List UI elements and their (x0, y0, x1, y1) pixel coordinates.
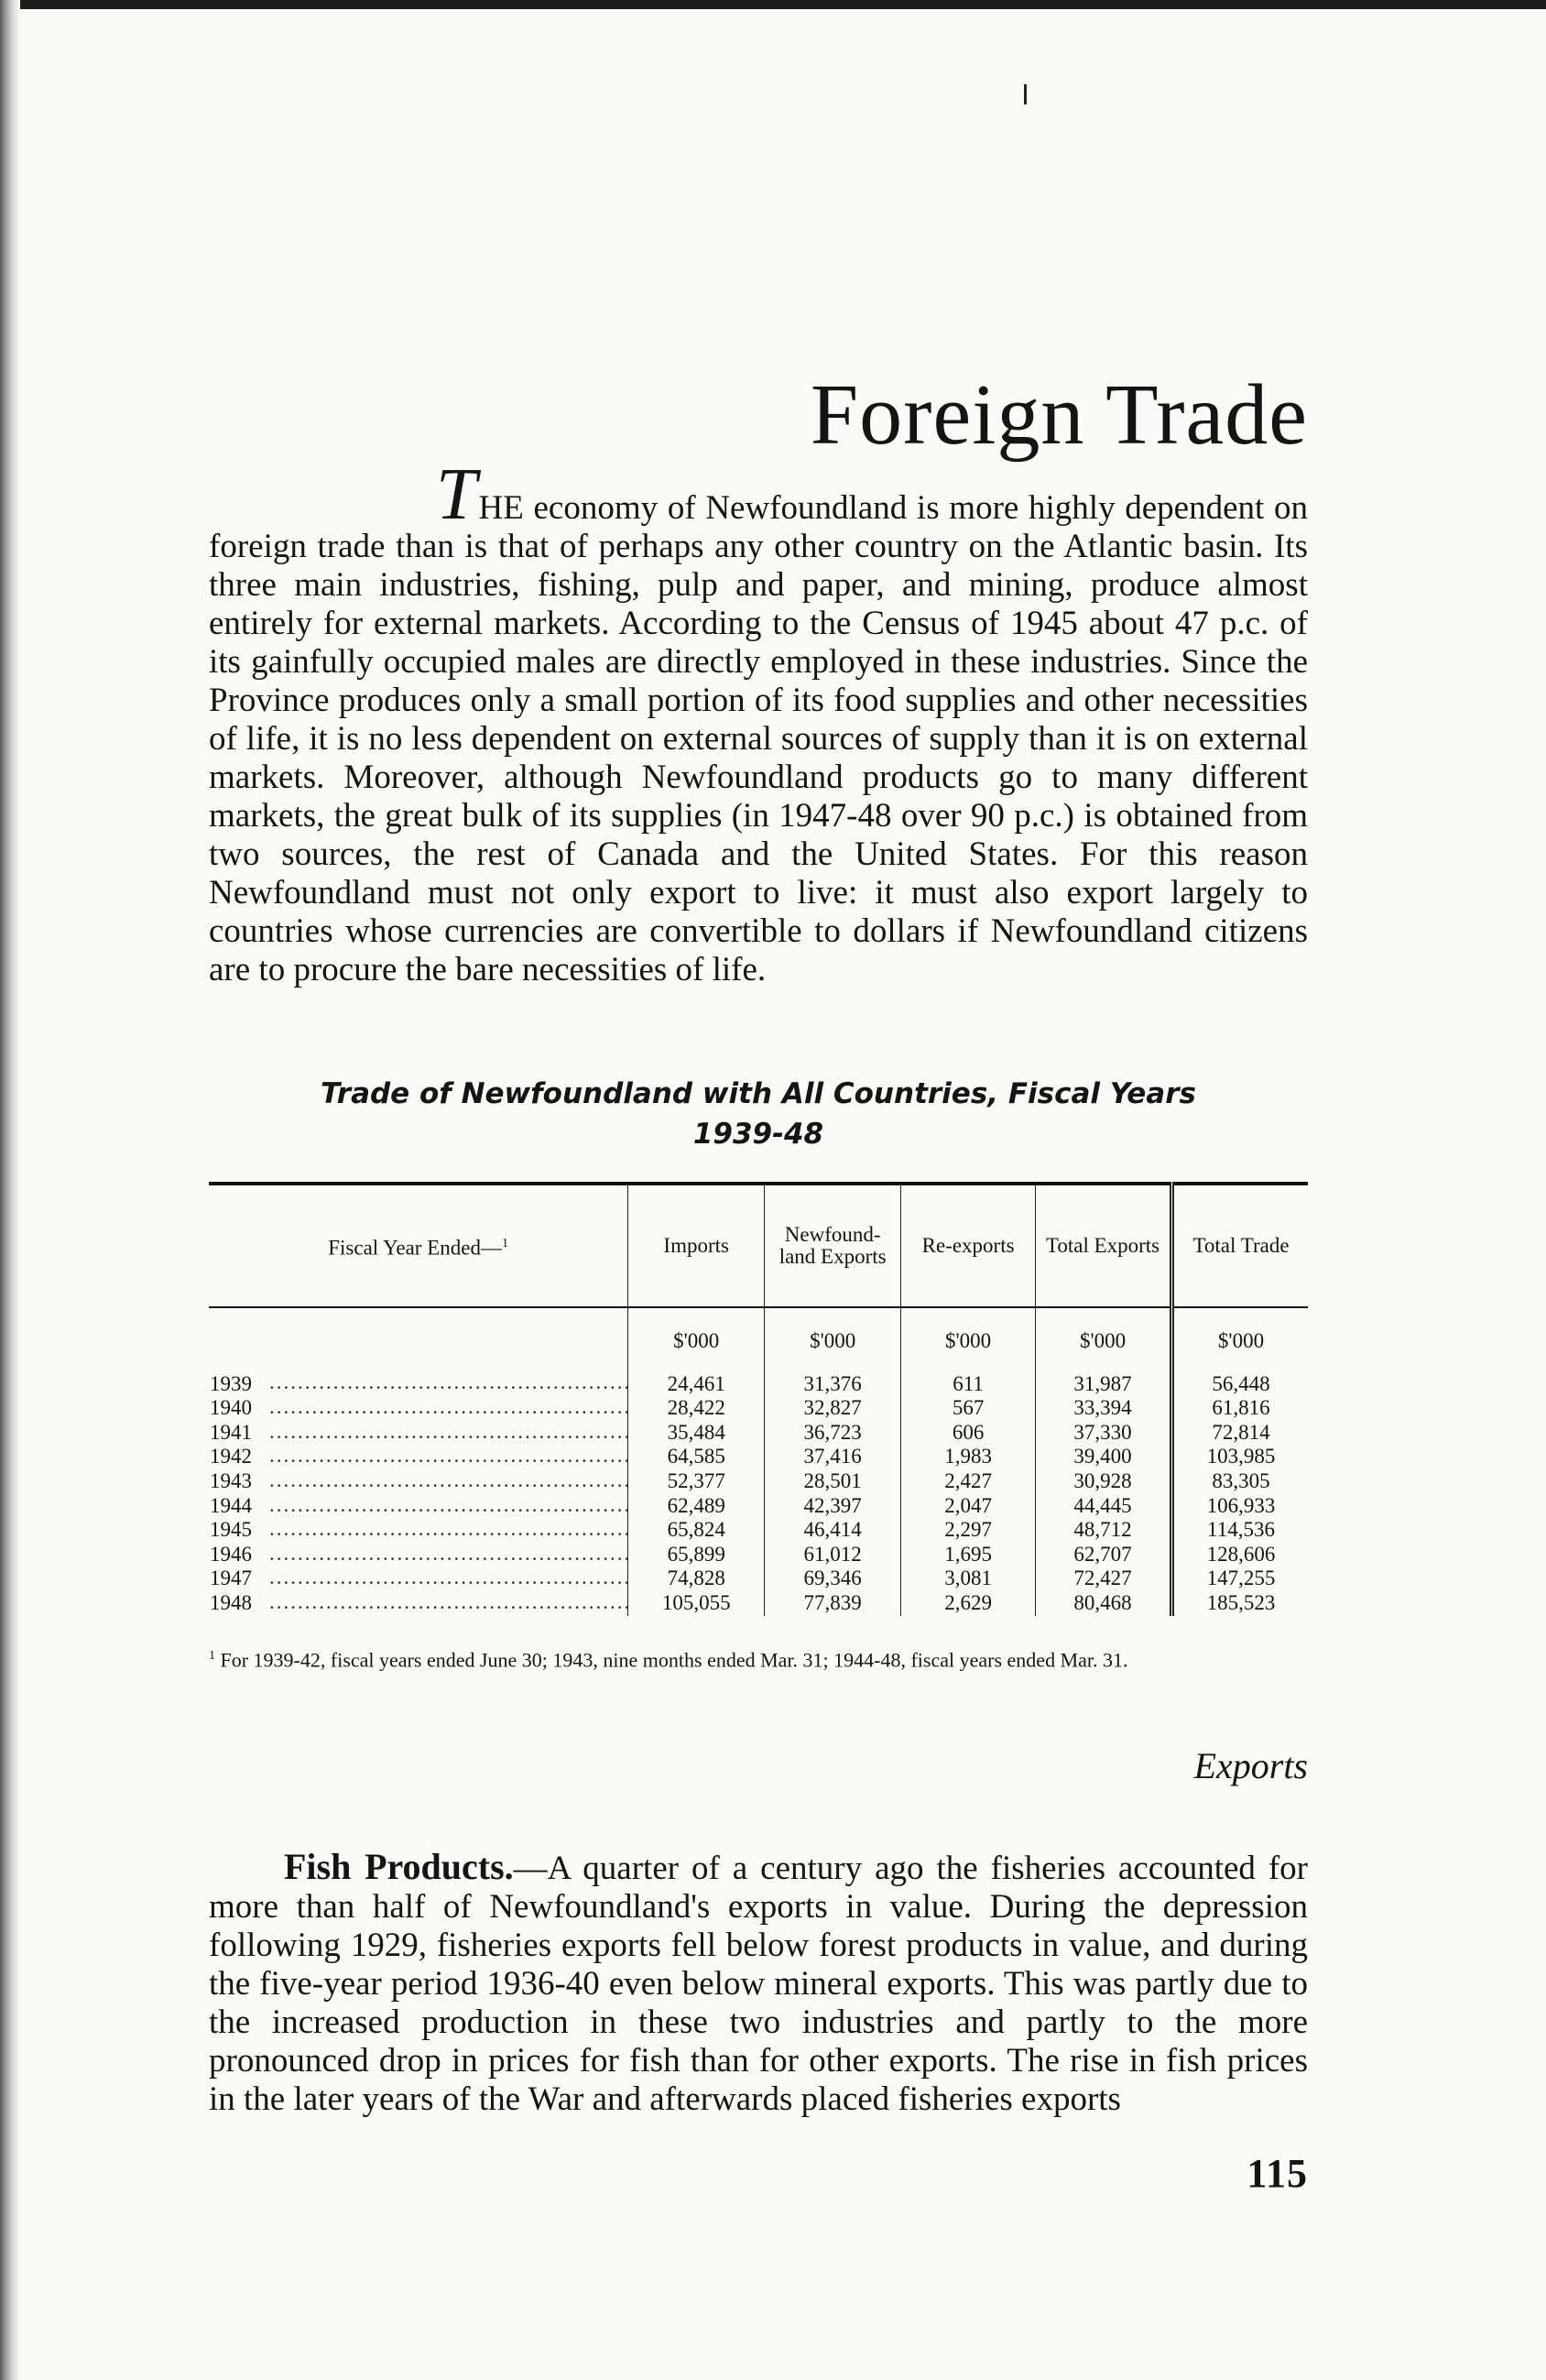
cell-total-trade: 185,523 (1172, 1591, 1308, 1616)
cell-nfld-exports: 28,501 (765, 1469, 901, 1494)
row-year: 1943 ..... (209, 1469, 628, 1494)
row-year: 1945 ..... (209, 1518, 628, 1543)
cell-reexports: 2,629 (901, 1591, 1036, 1616)
fish-products-text: —A quarter of a century ago the fisheries accounted for more than half of Newfoundland's exports in value. During the depression following 1929, fisheries exports fell below forest products in value, and during the five-year period 1936-40 even below mineral exports. This was partly due to the increased production in these two industries and partly to the more pronounced drop in prices for fish than for other exports. The rise in fish prices in the later years of the War and afterwards placed fisheries exports (209, 1850, 1308, 2118)
cell-total-trade: 83,305 (1172, 1469, 1308, 1494)
cell-reexports: 2,047 (901, 1494, 1036, 1519)
unit-total-exports: $'000 (1036, 1307, 1172, 1371)
section-heading-exports: Exports (1193, 1745, 1308, 1786)
page-top-edge (0, 0, 1546, 9)
fish-products-lead: Fish Products. (284, 1846, 514, 1887)
cell-nfld-exports: 32,827 (765, 1396, 901, 1421)
page-binding-edge (0, 0, 20, 2380)
printer-mark (1024, 84, 1027, 104)
cell-total-trade: 106,933 (1172, 1494, 1308, 1519)
cell-imports: 105,055 (628, 1591, 765, 1616)
table-title-line-2: 1939-48 (692, 1118, 824, 1151)
cell-total-exports: 72,427 (1036, 1567, 1172, 1591)
cell-nfld-exports: 69,346 (765, 1567, 901, 1591)
cell-imports: 74,828 (628, 1567, 765, 1591)
intro-text: HE economy of Newfoundland is more highly dependent on foreign trade than is that of perhaps any other country on the Atlantic basin. Its three main industries, fishing, pulp and paper, and mining, produce almost entirely for external markets. According to the Census of 1945 about 47 p.c. of its gainfully occupied males are directly employed in these industries. Since the Province produces only a small portion of its food supplies and other necessities of life, it is no less dependent on external sources of supply than it is on external markets. Moreover, although Newfoundland products go to many different markets, the great bulk of its supplies (in 1947-48 over 90 p.c.) is obtained from two sources, the rest of Canada and the United States. For this reason Newfoundland must not only export to live: it must also export largely to countries whose currencies are convertible to dollars if Newfoundland citizens are to procure the bare necessities of life. (209, 489, 1308, 988)
cell-total-exports: 33,394 (1036, 1396, 1172, 1421)
units-spacer (209, 1307, 628, 1371)
table-row (209, 1518, 1308, 1543)
cell-total-exports: 37,330 (1036, 1421, 1172, 1446)
header-reexports: Re-exports (901, 1184, 1036, 1307)
table-row (209, 1396, 1308, 1421)
header-nfld-exports: Newfound-land Exports (765, 1184, 901, 1307)
table-row (209, 1421, 1308, 1446)
row-year: 1948 ..... (209, 1591, 628, 1616)
cell-reexports: 1,983 (901, 1445, 1036, 1469)
table-body (209, 1307, 1308, 1616)
table-row (209, 1371, 1308, 1397)
cell-total-trade: 72,814 (1172, 1421, 1308, 1446)
row-year: 1942 ..... (209, 1445, 628, 1469)
drop-cap: T (436, 454, 477, 535)
table-header-row (209, 1184, 1308, 1307)
footnote-mark: 1 (209, 1649, 215, 1663)
header-fiscal-year: Fiscal Year Ended—$^1$ (209, 1184, 628, 1307)
table-row (209, 1469, 1308, 1494)
cell-total-exports: 44,445 (1036, 1494, 1172, 1519)
cell-nfld-exports: 61,012 (765, 1543, 901, 1567)
row-year: 1941 ..... (209, 1421, 628, 1446)
cell-imports: 65,824 (628, 1518, 765, 1543)
cell-total-trade: 147,255 (1172, 1567, 1308, 1591)
cell-total-trade: 56,448 (1172, 1371, 1308, 1397)
cell-imports: 35,484 (628, 1421, 765, 1446)
header-total-exports: Total Exports (1036, 1184, 1172, 1307)
cell-nfld-exports: 46,414 (765, 1518, 901, 1543)
page-number: 115 (1247, 2151, 1308, 2196)
cell-reexports: 1,695 (901, 1543, 1036, 1567)
fish-products-paragraph (209, 1848, 1308, 2119)
footnote-text: For 1939-42, fiscal years ended June 30; 1943, nine months ended Mar. 31; 1944-48, fiscal years ended Mar. 31. (220, 1648, 1128, 1672)
table-row (209, 1567, 1308, 1591)
row-year: 1946 ..... (209, 1543, 628, 1567)
cell-imports: 65,899 (628, 1543, 765, 1567)
cell-nfld-exports: 42,397 (765, 1494, 901, 1519)
cell-reexports: 611 (901, 1371, 1036, 1397)
intro-paragraph (209, 454, 1308, 989)
cell-total-trade: 114,536 (1172, 1518, 1308, 1543)
header-total-trade: Total Trade (1172, 1184, 1308, 1307)
cell-total-exports: 31,987 (1036, 1371, 1172, 1397)
row-year: 1944 ..... (209, 1494, 628, 1519)
unit-reexports: $'000 (901, 1307, 1036, 1371)
cell-nfld-exports: 31,376 (765, 1371, 901, 1397)
unit-total-trade: $'000 (1172, 1307, 1308, 1371)
table-row (209, 1543, 1308, 1567)
cell-reexports: 2,427 (901, 1469, 1036, 1494)
row-year: 1939 ..... (209, 1371, 628, 1397)
cell-imports: 64,585 (628, 1445, 765, 1469)
cell-reexports: 3,081 (901, 1567, 1036, 1591)
cell-nfld-exports: 77,839 (765, 1591, 901, 1616)
trade-table (209, 1182, 1308, 1616)
cell-reexports: 567 (901, 1396, 1036, 1421)
cell-imports: 24,461 (628, 1371, 765, 1397)
table-row (209, 1591, 1308, 1616)
cell-total-trade: 103,985 (1172, 1445, 1308, 1469)
header-footnote-mark: 1 (501, 1236, 508, 1250)
table-title (209, 1074, 1308, 1154)
units-row (209, 1307, 1308, 1371)
cell-total-exports: 80,468 (1036, 1591, 1172, 1616)
cell-nfld-exports: 36,723 (765, 1421, 901, 1446)
cell-reexports: 606 (901, 1421, 1036, 1446)
table-title-line-1: Trade of Newfoundland with All Countries, Fiscal Years (321, 1077, 1196, 1110)
unit-nfld-exports: $'000 (765, 1307, 901, 1371)
cell-total-exports: 39,400 (1036, 1445, 1172, 1469)
table-footnote (209, 1645, 1308, 1671)
cell-imports: 52,377 (628, 1469, 765, 1494)
cell-total-exports: 48,712 (1036, 1518, 1172, 1543)
unit-imports: $'000 (628, 1307, 765, 1371)
cell-total-exports: 62,707 (1036, 1543, 1172, 1567)
table-row (209, 1445, 1308, 1469)
cell-total-exports: 30,928 (1036, 1469, 1172, 1494)
row-year: 1947 ..... (209, 1567, 628, 1591)
cell-reexports: 2,297 (901, 1518, 1036, 1543)
row-year: 1940 ..... (209, 1396, 628, 1421)
cell-nfld-exports: 37,416 (765, 1445, 901, 1469)
table-row (209, 1494, 1308, 1519)
page-title: Foreign Trade (810, 366, 1308, 463)
cell-total-trade: 61,816 (1172, 1396, 1308, 1421)
cell-total-trade: 128,606 (1172, 1543, 1308, 1567)
cell-imports: 28,422 (628, 1396, 765, 1421)
cell-imports: 62,489 (628, 1494, 765, 1519)
header-imports: Imports (628, 1184, 765, 1307)
